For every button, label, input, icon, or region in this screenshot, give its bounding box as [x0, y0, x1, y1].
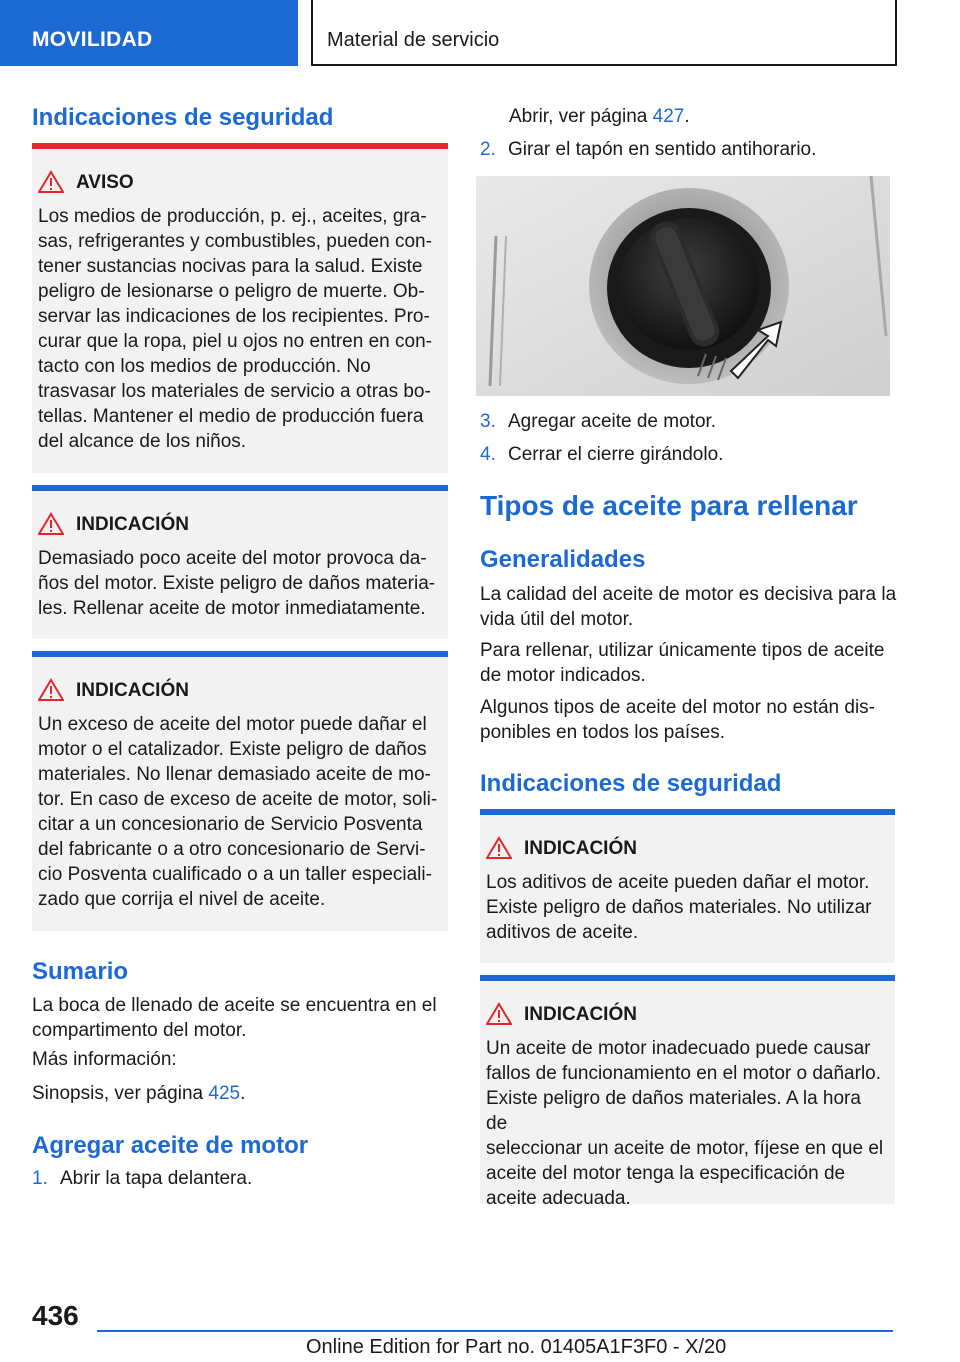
- text-line: fallos de funcionamiento en el motor o dañarlo.: [486, 1063, 882, 1084]
- step-text: Abrir la tapa delantera.: [60, 1168, 253, 1189]
- page-link-425[interactable]: 425: [208, 1083, 241, 1104]
- text-line: tellas. Mantener el medio de producción fuera: [38, 406, 424, 427]
- sinopsis-reference: [32, 1081, 245, 1106]
- step-number: 1.: [32, 1168, 48, 1189]
- edition-label: Online Edition for Part no. 01405A1F3F0 - X/20: [306, 1336, 727, 1358]
- warning-box-aviso: [32, 143, 448, 473]
- notice-bar: [480, 809, 895, 815]
- reference-text: Sinopsis, ver página: [32, 1083, 209, 1104]
- text-line: Los aditivos de aceite pueden dañar el motor.: [486, 872, 870, 893]
- tipos-heading: Tipos de aceite para rellenar: [480, 490, 858, 521]
- generalidades-paragraph-3: [480, 695, 900, 745]
- text-line: Los medios de producción, p. ej., aceites, gra-: [38, 206, 427, 227]
- text-line: aditivos de aceite.: [486, 922, 639, 943]
- text-line: de motor indicados.: [480, 665, 646, 686]
- box-text: [486, 870, 887, 945]
- notice-bar: [32, 651, 448, 657]
- header-section-tab: [0, 0, 298, 66]
- text-line: les. Rellenar aceite de motor inmediatamente.: [38, 598, 426, 619]
- step-text: Agregar aceite de motor.: [508, 411, 717, 432]
- step-item-1: [32, 1166, 252, 1191]
- notice-bar: [32, 485, 448, 491]
- box-text: [38, 712, 440, 912]
- text-line: La boca de llenado de aceite se encuentra en el: [32, 995, 437, 1016]
- text-line: tor. En caso de exceso de aceite de motor, soli-: [38, 789, 438, 810]
- notice-bar: [480, 975, 895, 981]
- text-line: del alcance de los niños.: [38, 431, 247, 452]
- text-line: materiales. No llenar demasiado aceite de mo-: [38, 764, 431, 785]
- page-number: 436: [32, 1300, 79, 1331]
- text-line: cio Posventa cualificado o a un taller especiali-: [38, 864, 432, 885]
- text-line: aceite del motor tenga la especificación de: [486, 1163, 846, 1184]
- text-line: motor o el catalizador. Existe peligro de daños: [38, 739, 427, 760]
- box-title: INDICACIÓN: [76, 680, 189, 701]
- text-line: sas, refrigerantes y combustibles, pueden con-: [38, 231, 432, 252]
- text-line: Demasiado poco aceite del motor provoca da-: [38, 548, 427, 569]
- text-line: citar a un concesionario de Servicio Posventa: [38, 814, 423, 835]
- text-line: Un exceso de aceite del motor puede dañar el: [38, 714, 427, 735]
- box-title: INDICACIÓN: [524, 1004, 637, 1025]
- text-line: compartimento del motor.: [32, 1020, 247, 1041]
- box-text: [38, 204, 440, 454]
- header-chapter-tab: [311, 0, 897, 66]
- warning-triangle-icon: [486, 836, 512, 860]
- text-line: curar que la ropa, piel u ojos no entren en con-: [38, 331, 432, 352]
- notice-box-4: [480, 975, 895, 1209]
- warning-triangle-icon: [486, 1002, 512, 1026]
- notice-box-3: [480, 809, 895, 963]
- generalidades-heading: Generalidades: [480, 546, 646, 573]
- text-line: aceite adecuada.: [486, 1188, 631, 1209]
- page-link-427[interactable]: 427: [652, 106, 685, 127]
- step-item-3: [480, 409, 716, 434]
- text-line: Existe peligro de daños materiales. No utilizar: [486, 897, 872, 918]
- header-chapter-label: Material de servicio: [327, 29, 500, 51]
- reference-end: .: [240, 1083, 246, 1104]
- box-title: INDICACIÓN: [524, 838, 637, 859]
- box-text: [486, 1036, 887, 1211]
- text-line: vida útil del motor.: [480, 609, 634, 630]
- reference-text: Abrir, ver página: [509, 106, 653, 127]
- step-item-4: [480, 442, 723, 467]
- text-line: seleccionar un aceite de motor, fíjese en que el: [486, 1138, 884, 1159]
- box-title: INDICACIÓN: [76, 514, 189, 535]
- text-line: del fabricante o a otro concesionario de Servi-: [38, 839, 426, 860]
- oil-cap-photo: [476, 176, 890, 396]
- footer-rule: [97, 1330, 893, 1332]
- reference-end: .: [684, 106, 690, 127]
- sumario-paragraph: [32, 993, 452, 1043]
- warning-bar: [32, 143, 448, 149]
- text-line: Algunos tipos de aceite del motor no están dis-: [480, 697, 876, 718]
- header-section-label: MOVILIDAD: [32, 28, 153, 51]
- text-line: servar las indicaciones de los recipientes. Pro-: [38, 306, 430, 327]
- text-line: tener sustancias nocivas para la salud. Existe: [38, 256, 423, 277]
- text-line: trasvasar los materiales de servicio a otras bo-: [38, 381, 431, 402]
- text-line: peligro de lesionarse o peligro de muerte. Ob-: [38, 281, 425, 302]
- step-number: 4.: [480, 444, 496, 465]
- step-number: 2.: [480, 139, 496, 160]
- safety-heading-left: Indicaciones de seguridad: [32, 104, 334, 131]
- step-text: Girar el tapón en sentido antihorario.: [508, 139, 817, 160]
- generalidades-paragraph-1: [480, 582, 900, 632]
- sumario-heading: Sumario: [32, 958, 129, 985]
- text-line: Existe peligro de daños materiales. A la hora de: [486, 1088, 861, 1134]
- warning-triangle-icon: [38, 678, 64, 702]
- step-number: 3.: [480, 411, 496, 432]
- step-text: Cerrar el cierre girándolo.: [508, 444, 724, 465]
- agregar-heading: Agregar aceite de motor: [32, 1132, 309, 1159]
- warning-triangle-icon: [38, 170, 64, 194]
- generalidades-paragraph-2: [480, 638, 900, 688]
- text-line: ños del motor. Existe peligro de daños materia-: [38, 573, 436, 594]
- text-line: La calidad del aceite de motor es decisiva para la: [480, 584, 897, 605]
- text-line: zado que corrija el nivel de aceite.: [38, 889, 326, 910]
- text-line: Un aceite de motor inadecuado puede causar: [486, 1038, 871, 1059]
- box-title: AVISO: [76, 172, 134, 193]
- mas-info-label: Más información:: [32, 1049, 177, 1070]
- step-item-1-continued: [509, 104, 690, 129]
- notice-box-2: [32, 651, 448, 931]
- text-line: Para rellenar, utilizar únicamente tipos de aceite: [480, 640, 885, 661]
- notice-box-1: [32, 485, 448, 639]
- step-item-2: [480, 137, 816, 162]
- text-line: tacto con los medios de producción. No: [38, 356, 371, 377]
- safety-heading-right: Indicaciones de seguridad: [480, 770, 782, 797]
- box-text: [38, 546, 440, 621]
- text-line: ponibles en todos los países.: [480, 722, 726, 743]
- warning-triangle-icon: [38, 512, 64, 536]
